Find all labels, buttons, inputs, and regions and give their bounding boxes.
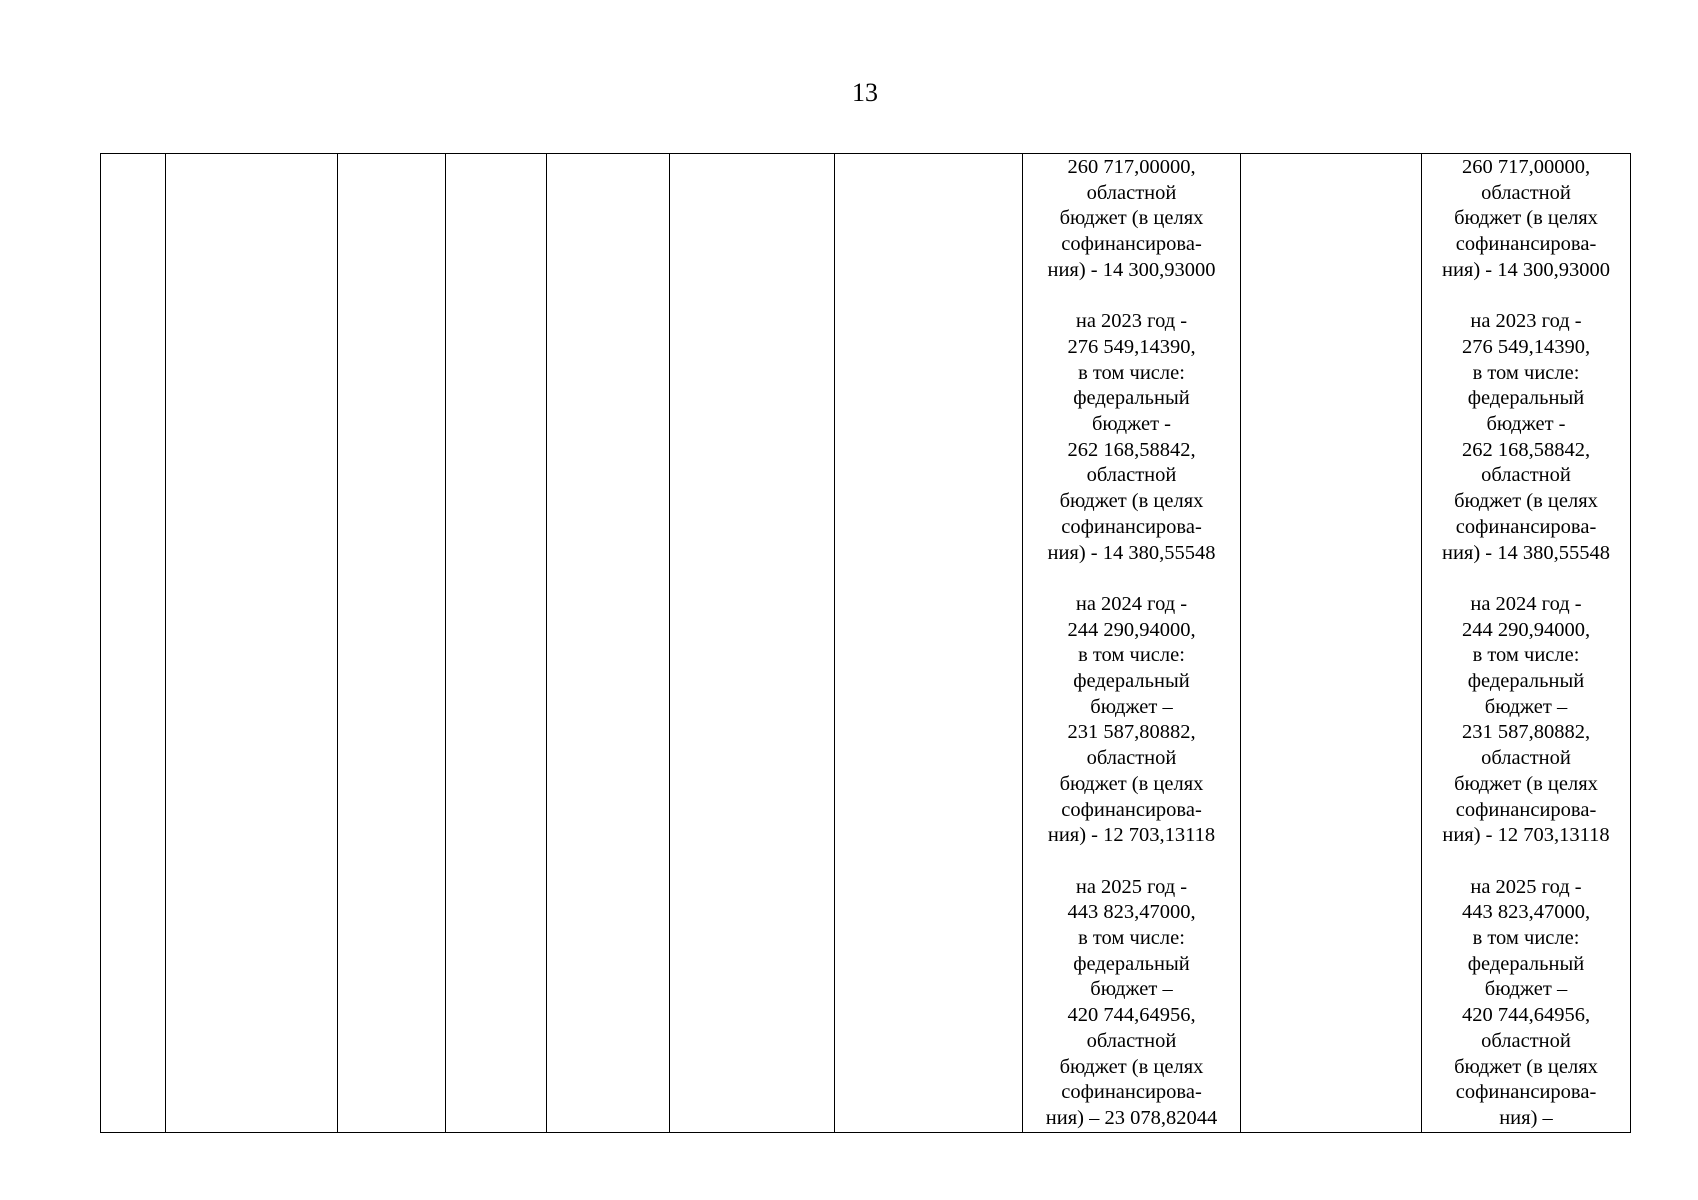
funding-line: 244 290,94000, [1067, 618, 1196, 641]
funding-year-block [1422, 309, 1630, 566]
funding-line: в том числе: [1472, 927, 1580, 950]
funding-line: 260 717,00000, [1067, 156, 1196, 178]
funding-line: ния) - 14 300,93000 [1047, 258, 1216, 281]
funding-line: областной [1481, 464, 1571, 487]
funding-line: ния) - 14 300,93000 [1441, 258, 1611, 281]
funding-line: в том числе: [1078, 927, 1185, 950]
funding-line: 244 290,94000, [1461, 618, 1591, 641]
block-gap [1422, 566, 1630, 592]
funding-line: бюджет (в целях [1059, 1055, 1204, 1078]
funding-line: 443 823,47000, [1461, 901, 1591, 924]
funding-line: областной [1086, 747, 1177, 770]
funding-line: 276 549,14390, [1461, 335, 1591, 358]
funding-line: бюджет – [1090, 695, 1173, 718]
funding-line: софинансирова- [1455, 798, 1597, 821]
funding-line: на 2023 год - [1470, 310, 1582, 333]
funding-cell-b [1422, 154, 1631, 1133]
funding-year-block [1422, 592, 1630, 849]
funding-line: 262 168,58842, [1067, 438, 1196, 461]
funding-line: в том числе: [1078, 644, 1185, 667]
funding-line: софинансирова- [1455, 1081, 1597, 1104]
funding-line: софинансирова- [1061, 1081, 1202, 1104]
funding-line: 231 587,80882, [1461, 721, 1591, 744]
funding-line: ния) - 12 703,13118 [1047, 824, 1216, 847]
funding-line: 420 744,64956, [1461, 1004, 1591, 1027]
funding-line: бюджет - [1486, 413, 1566, 436]
empty-cell-6 [670, 154, 835, 1133]
funding-line: федеральный [1073, 387, 1190, 410]
funding-line: на 2024 год - [1075, 592, 1188, 615]
funding-line: 276 549,14390, [1067, 335, 1196, 358]
funding-line: областной [1481, 181, 1571, 204]
empty-cell-9 [1241, 154, 1422, 1133]
funding-year-block [1023, 309, 1240, 566]
block-gap [1023, 849, 1240, 875]
funding-line: бюджет (в целях [1059, 207, 1204, 230]
funding-line: на 2025 год - [1075, 875, 1188, 898]
block-gap [1023, 566, 1240, 592]
funding-line: ния) - 14 380,55548 [1441, 541, 1611, 564]
page-number: 13 [852, 78, 878, 107]
funding-line: бюджет – [1484, 978, 1568, 1001]
funding-line: софинансирова- [1061, 515, 1202, 538]
funding-line: ния) - 12 703,13118 [1442, 824, 1610, 847]
empty-cell-4 [446, 154, 547, 1133]
funding-line: 260 717,00000, [1461, 156, 1591, 178]
funding-line: на 2023 год - [1075, 310, 1188, 333]
block-gap [1422, 849, 1630, 875]
funding-line: в том числе: [1472, 361, 1580, 384]
funding-year-block [1023, 155, 1240, 284]
funding-line: бюджет (в целях [1059, 772, 1204, 795]
funding-text-a [1023, 154, 1240, 1132]
funding-line: на 2025 год - [1470, 875, 1582, 898]
funding-cell-a [1023, 154, 1241, 1133]
funding-year-block [1023, 875, 1240, 1132]
funding-line: областной [1086, 464, 1177, 487]
empty-cell-1 [101, 154, 166, 1133]
funding-line: на 2024 год - [1470, 592, 1582, 615]
block-gap [1023, 284, 1240, 310]
funding-line: областной [1086, 181, 1177, 204]
block-gap [1422, 284, 1630, 310]
funding-line: в том числе: [1472, 644, 1580, 667]
funding-line: бюджет (в целях [1454, 772, 1598, 795]
funding-line: федеральный [1467, 387, 1585, 410]
funding-line: 262 168,58842, [1461, 438, 1591, 461]
funding-line: бюджет – [1484, 695, 1568, 718]
funding-line: ния) – 23 078,82044 [1045, 1106, 1218, 1129]
empty-cell-2 [166, 154, 338, 1133]
empty-cell-7 [835, 154, 1023, 1133]
funding-line: 231 587,80882, [1067, 721, 1196, 744]
table-row [101, 154, 1631, 1133]
funding-line: бюджет (в целях [1059, 490, 1204, 513]
funding-line: 443 823,47000, [1067, 901, 1196, 924]
funding-line: бюджет (в целях [1454, 207, 1598, 230]
funding-line: 420 744,64956, [1067, 1004, 1196, 1027]
funding-line: федеральный [1467, 952, 1585, 975]
funding-line: федеральный [1467, 670, 1585, 693]
funding-year-block [1023, 592, 1240, 849]
empty-cell-5 [547, 154, 670, 1133]
funding-line: софинансирова- [1061, 798, 1202, 821]
funding-line: бюджет (в целях [1454, 490, 1598, 513]
funding-year-block [1422, 875, 1630, 1132]
funding-line: бюджет (в целях [1454, 1055, 1598, 1078]
funding-line: софинансирова- [1455, 233, 1597, 256]
funding-text-b [1422, 154, 1630, 1132]
funding-line: бюджет - [1091, 413, 1172, 436]
funding-year-block [1422, 155, 1630, 284]
funding-line: софинансирова- [1061, 233, 1202, 256]
funding-line: областной [1481, 1029, 1571, 1052]
funding-line: областной [1086, 1029, 1177, 1052]
funding-line: ния) - 14 380,55548 [1047, 541, 1216, 564]
funding-line: федеральный [1073, 670, 1190, 693]
funding-line: в том числе: [1078, 361, 1185, 384]
funding-table [100, 153, 1631, 1133]
empty-cell-3 [338, 154, 446, 1133]
funding-line: федеральный [1073, 952, 1190, 975]
funding-line: бюджет – [1090, 978, 1173, 1001]
funding-line: софинансирова- [1455, 515, 1597, 538]
funding-line: ния) – [1499, 1106, 1553, 1129]
funding-line: областной [1481, 747, 1571, 770]
